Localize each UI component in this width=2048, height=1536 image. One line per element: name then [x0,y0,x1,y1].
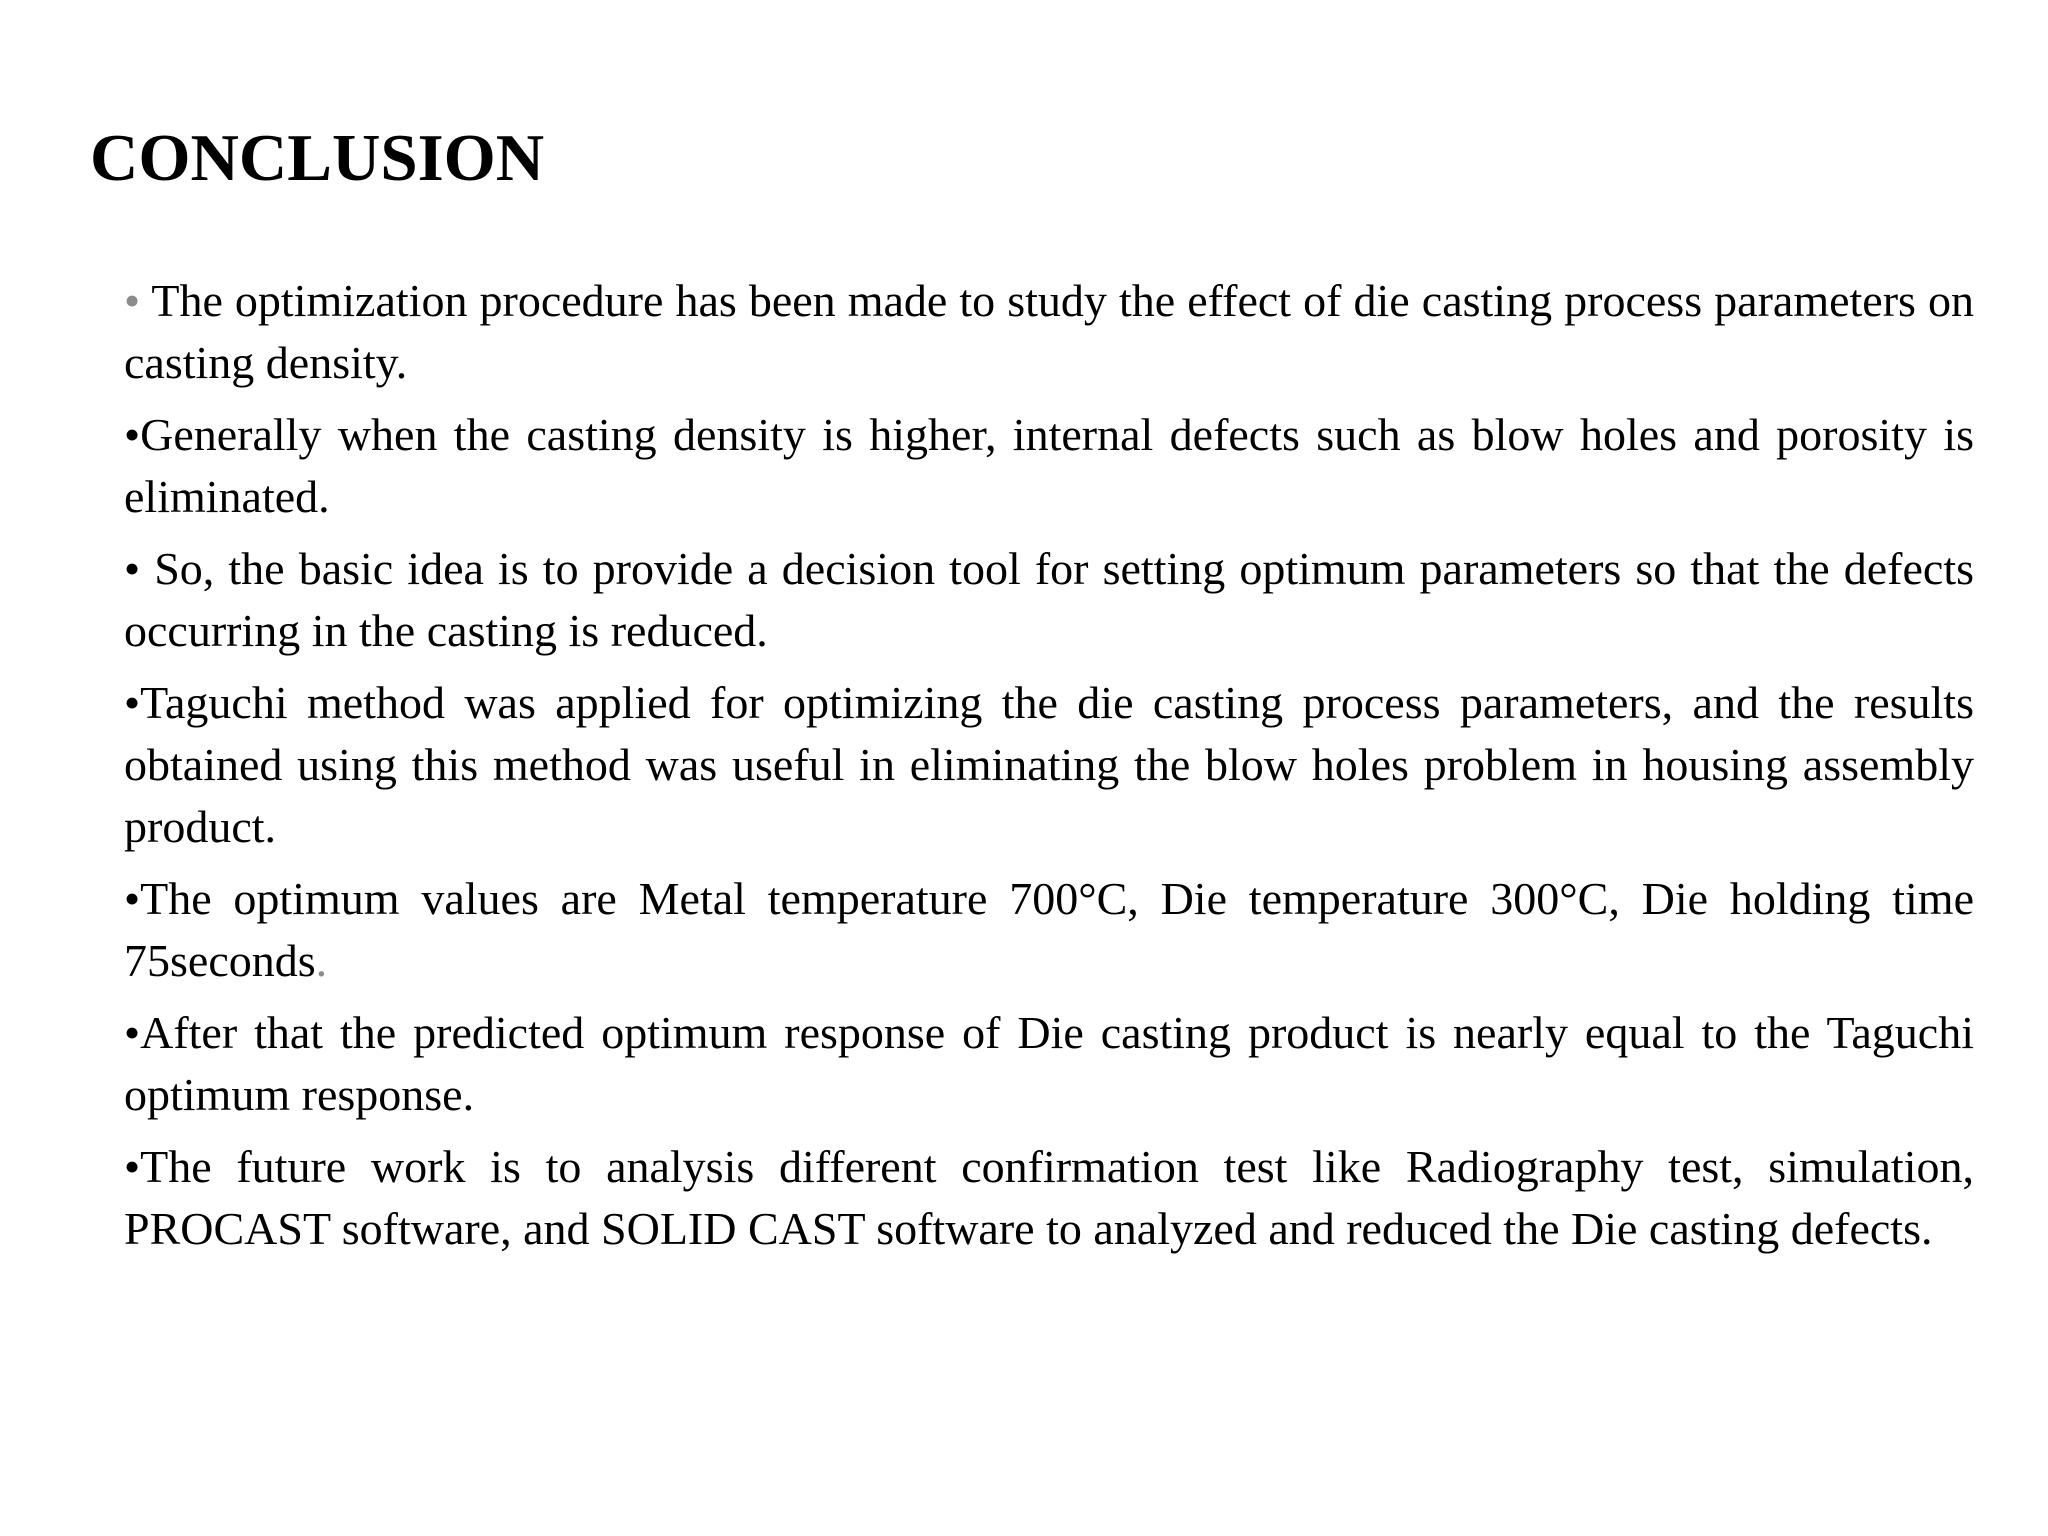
bullet-item [124,538,1974,662]
bullet-item [124,868,1974,992]
bullet-marker: • [124,275,141,326]
bullet-item [124,404,1974,528]
bullet-marker: • [124,1007,141,1058]
bullet-item [124,1136,1974,1260]
bullet-text: Generally when the casting density is higher, internal defects such as blow holes and porosity is eliminated. [124,409,1974,522]
bullet-text: The optimum values are Metal temperature 700°C, Die temperature 300°C, Die holding time 75seconds [124,873,1974,986]
bullet-marker: • [124,873,141,924]
slide-title: CONCLUSION [90,121,545,195]
bullet-text: Taguchi method was applied for optimizing the die casting process parameters, and the results obtained using this method was useful in eliminating the blow holes problem in housing assembly product. [124,677,1974,852]
bullet-text: So, the basic idea is to provide a decision tool for setting optimum parameters so that the defects occurring in the casting is reduced. [124,543,1975,656]
bullet-text: The optimization procedure has been made to study the effect of die casting process parameters on casting density. [124,275,1974,388]
bullet-text: The future work is to analysis different confirmation test like Radiography test, simulation, PROCAST software, and SOLID CAST software to analyzed and reduced the Die casting defects. [124,1141,1974,1254]
bullet-item [124,270,1974,394]
bullet-marker: • [124,409,141,460]
bullet-text: After that the predicted optimum response of Die casting product is nearly equal to the Taguchi optimum response. [124,1007,1974,1120]
bullet-list [124,270,1974,1270]
bullet-item [124,672,1974,858]
bullet-trailing-period: . [315,935,328,986]
bullet-marker: • [124,1141,141,1192]
bullet-marker: • [124,543,141,594]
bullet-item [124,1002,1974,1126]
bullet-marker: • [124,677,141,728]
